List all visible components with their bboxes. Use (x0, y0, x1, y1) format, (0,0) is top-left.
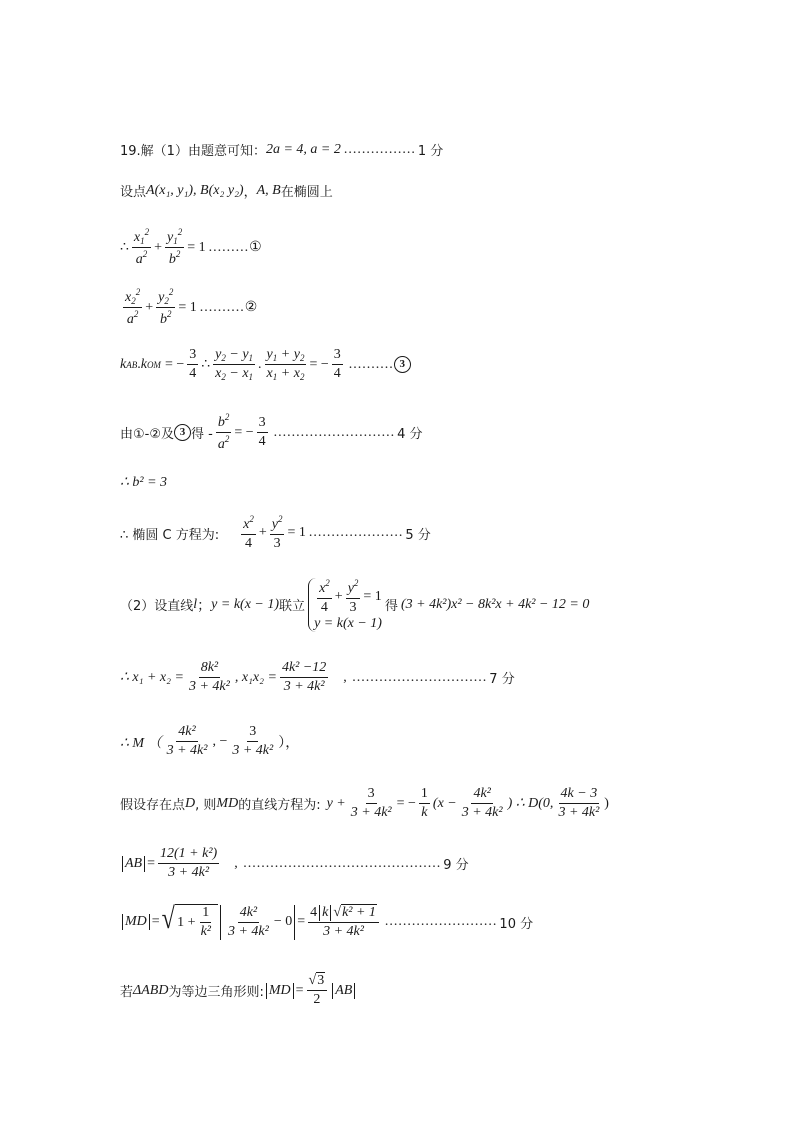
fraction (187, 660, 232, 695)
sum: ∴ x₁ + x₂ = (120, 670, 184, 686)
num: 1 (419, 786, 430, 804)
dots: ........................... (273, 424, 396, 440)
fraction (230, 724, 275, 759)
close: ）， (278, 735, 300, 751)
abs-md: MD (266, 983, 294, 999)
text: 为等边三角形则: (168, 985, 264, 1001)
score: 9 分 (443, 858, 469, 874)
line-2 (120, 181, 333, 200)
line-12 (120, 786, 609, 821)
line-8: ∴ 椭圆 C 方程为: $x^2$ 4 + $\frac{y^2}{3}$ = 1 ..................... 5 分 (120, 514, 431, 552)
eq: = − (396, 795, 416, 811)
line-4: $x_2^2$ $a^2$ + $\frac{y_2^2}{b^2}$ = 1 .......... ② (125, 287, 258, 328)
den: 3 + 4k² (227, 923, 269, 939)
fraction (226, 905, 271, 940)
dots: , .............................. (343, 669, 488, 685)
dots: .......... (199, 299, 245, 315)
den: 3 + 4k² (166, 743, 208, 759)
line-13 (120, 846, 469, 881)
sub-ab: AB (126, 359, 138, 370)
fraction: $\frac{y_1^2}{b^2}$ (167, 227, 183, 268)
den: 3 + 4k² (461, 805, 503, 821)
line-9 (120, 578, 589, 632)
point-m: ∴ M （ (120, 735, 162, 751)
den: 3 + 4k² (558, 805, 600, 821)
line-eq: y = k(x − 1) (211, 596, 280, 612)
circle-mark-1: ① (249, 240, 262, 256)
four: 4 (310, 904, 318, 920)
den: 4 (189, 366, 197, 382)
num: 3 (332, 347, 343, 365)
fraction: $x_2^2$ $a^2$ (125, 287, 141, 328)
sep: ； (197, 598, 212, 614)
system-line-2: y = k(x − 1) (314, 616, 382, 632)
fraction: $\frac{y_2^2}{b^2}$ (158, 287, 174, 328)
eq: = − (164, 356, 185, 372)
circle-mark-2: ② (244, 300, 258, 316)
quadratic: (3 + 4k²)x² − 8k²x + 4k² − 12 = 0 (400, 596, 590, 612)
den: 3 + 4k² (168, 865, 210, 881)
line-10 (120, 660, 515, 695)
line-l: l (193, 596, 198, 612)
fraction: $x^2$ 4 (243, 514, 254, 552)
fraction (349, 786, 394, 821)
eq-a: 2a = 4, a = 2 (265, 141, 341, 157)
text: 设点 (120, 185, 147, 200)
den: k (421, 805, 428, 821)
fraction (257, 415, 268, 450)
num: 12(1 + k²) (158, 846, 219, 864)
fraction: $x^2$ 4 (319, 578, 330, 616)
fraction (199, 905, 213, 940)
abs-expr (220, 905, 295, 940)
eq: = 1 (363, 589, 382, 605)
md: MD (216, 795, 239, 811)
dots: ..................... (308, 525, 404, 541)
num: 4k² (238, 905, 259, 923)
dots: , ............................................ (234, 855, 442, 871)
abs-k: k (319, 905, 331, 921)
sep: , − (212, 733, 228, 749)
fraction: $\frac{√3}{2}$ (307, 973, 328, 1008)
ab: A, B (256, 182, 281, 198)
text: 假设存在点 (120, 798, 186, 814)
num: 1 (200, 905, 211, 923)
minus-zero: − 0 (273, 914, 293, 930)
fraction: $x_1^2$ $a^2$ (133, 227, 150, 268)
num: 3 (187, 347, 198, 365)
abs-ab: AB (122, 856, 145, 872)
score: 5 分 (405, 527, 431, 543)
fraction: $\frac{b^2}{a^2}$ (217, 412, 230, 453)
line-14 (120, 904, 533, 940)
one: 1 + (177, 914, 196, 930)
den: 3 + 4k² (232, 743, 274, 759)
den: 4 (333, 366, 341, 382)
text: 的直线方程为: (238, 798, 321, 814)
score: 4 分 (397, 427, 423, 443)
fraction: $\frac{y^2}{3}$ (271, 514, 283, 552)
score: 7 分 (489, 672, 515, 688)
line-5: k AB . k OM = − $\frac{3}{4}$ ∴ $y_2 - y_1$ $x_2 - x_1$ . $\frac{y_1 + y_2}{x_1 + x_2}$ = − $\frac{3}{4}$ .......... 3 (120, 347, 411, 383)
points: A(x₁, y₁), B(x₂ y₂) (146, 182, 244, 198)
fraction (460, 786, 505, 821)
dots: .......... (348, 356, 394, 372)
num: 4k² (176, 724, 197, 742)
den: 3 + 4k² (283, 679, 325, 695)
text: 在椭圆上 (280, 185, 333, 200)
part1-label: 19.解（1）由题意可知： (120, 144, 266, 159)
equals-one: = 1 (287, 525, 306, 541)
num: 4k² (471, 786, 492, 804)
fraction (419, 786, 430, 821)
text: ∴ 椭圆 C 方程为: (120, 527, 220, 543)
circle-mark-3: 3 (174, 424, 191, 441)
fraction: 4 k √ k² + 1 3 + 4k² (308, 904, 379, 940)
k: k (120, 356, 127, 372)
x: (x − (432, 795, 457, 811)
therefore-symbol: ∴ (120, 240, 129, 256)
point-d-expr: ) ∴ D(0, (507, 796, 554, 812)
fraction (158, 846, 219, 881)
den: 3 + 4k² (188, 679, 230, 695)
system: $x^2$ 4 + $\frac{y^2}{3}$ = 1 y = k(x − 1) (308, 578, 382, 632)
eq: = − (234, 424, 254, 440)
sqrt: √ 1 + $\frac{1}{\text{k²}}$ (160, 904, 218, 940)
eq: = (297, 914, 306, 930)
text: 联立 (279, 599, 306, 615)
den: 3 + 4k² (323, 924, 364, 940)
eq: = (295, 982, 304, 998)
num: 3 (247, 724, 258, 742)
fraction: $y_2 - y_1$ $x_2 - x_1$ (215, 347, 254, 383)
text: 得 - (191, 427, 213, 443)
eq: = − (309, 356, 329, 372)
den: k² (200, 924, 211, 940)
dots: ................ (343, 141, 416, 157)
line-1 (120, 140, 443, 159)
fraction: $\frac{y^2}{3}$ (347, 578, 359, 616)
b-squared: ∴ b² = 3 (120, 475, 168, 490)
text: （2）设直线 (120, 599, 194, 615)
triangle: ΔABD (133, 982, 169, 998)
line-11 (120, 724, 299, 759)
fraction (332, 347, 343, 382)
den: 3 + 4k² (350, 805, 392, 821)
k: k (140, 356, 147, 372)
abs-md: MD (122, 914, 150, 930)
radicand: 3 (317, 973, 325, 988)
equals-one: = 1 (187, 239, 206, 255)
eq: = (151, 914, 160, 930)
eq: = (147, 855, 156, 871)
den: 2 (313, 992, 321, 1008)
num: 8k² (199, 660, 220, 678)
fraction (187, 347, 198, 382)
text: 得 (384, 599, 398, 615)
line-6 (120, 412, 423, 453)
fraction (556, 786, 601, 821)
dots: ......... (208, 239, 250, 255)
circle-mark-3: 3 (394, 356, 411, 373)
equals-one: = 1 (178, 299, 197, 315)
text: , 则 (195, 798, 217, 814)
line-15 (120, 973, 357, 1008)
point-d: D (185, 795, 196, 811)
score: 1 分 (417, 144, 444, 159)
comma: ， (243, 185, 257, 200)
num: 3 (366, 786, 377, 804)
num: 4k − 3 (559, 786, 600, 804)
fraction: $\frac{y_1 + y_2}{x_1 + x_2}$ (266, 347, 305, 383)
text: 由①-②及 (120, 427, 174, 443)
fraction (165, 724, 210, 759)
den: 4 (258, 434, 266, 450)
abs-ab: AB (332, 983, 355, 999)
line-3: ∴ $x_1^2$ $a^2$ + $\frac{y_1^2}{b^2}$ = 1 ......... ① (120, 227, 262, 268)
fraction (280, 660, 328, 695)
close: ) (604, 795, 609, 811)
text: 若 (120, 985, 134, 1001)
y: y + (326, 795, 346, 811)
line-7 (120, 474, 167, 491)
num: 4k² −12 (280, 660, 328, 678)
score: 10 分 (499, 916, 534, 932)
num: 3 (257, 415, 268, 433)
radicand: k² + 1 (342, 905, 376, 920)
dots: ......................... (384, 914, 498, 930)
product: , x₁x₂ = (234, 669, 277, 685)
sub-om: OM (146, 359, 161, 370)
therefore-symbol: ∴ (201, 357, 211, 373)
